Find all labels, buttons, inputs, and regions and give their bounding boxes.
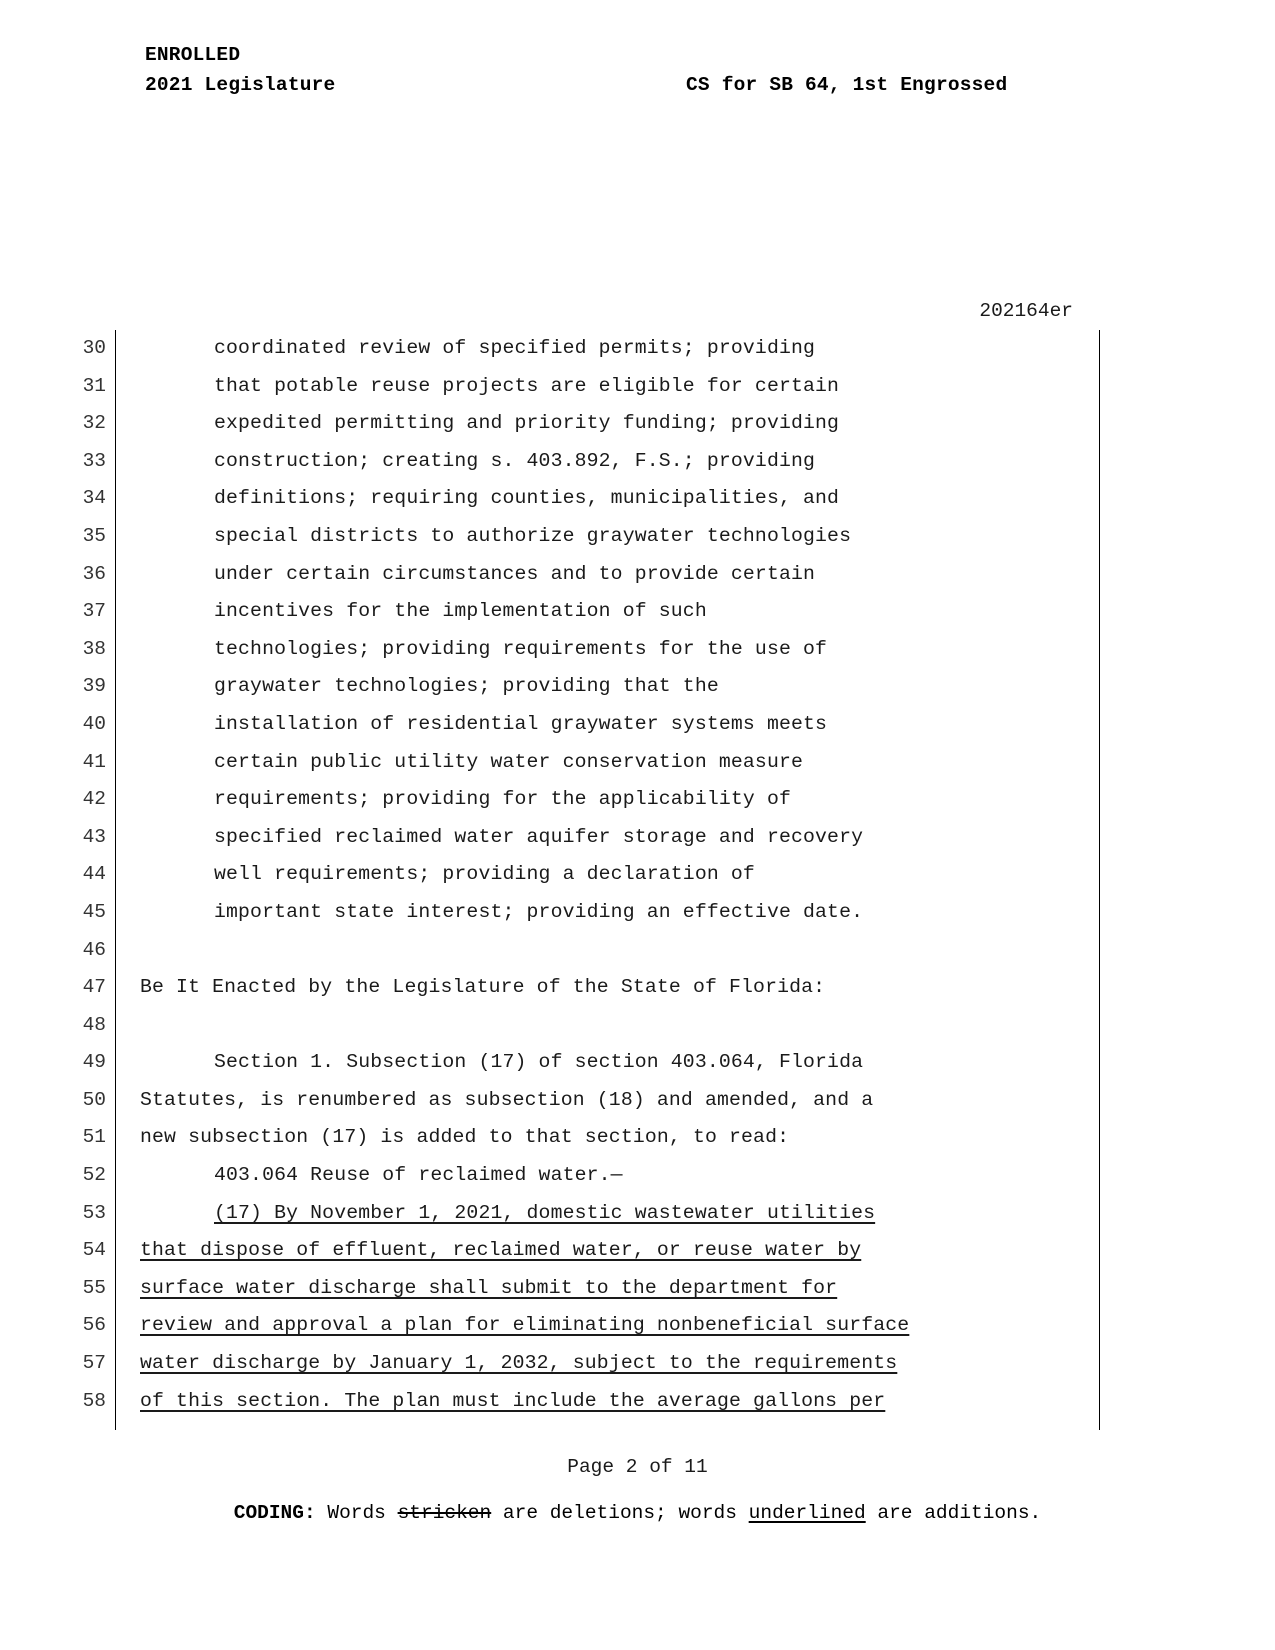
line-number: 33 <box>82 449 106 472</box>
document-header <box>0 40 1275 102</box>
line-number: 34 <box>82 487 106 510</box>
bill-line <box>0 819 1275 857</box>
line-number: 37 <box>82 600 106 623</box>
bill-line-text: incentives for the implementation of such <box>214 600 707 623</box>
bill-line <box>0 330 1275 368</box>
bill-line-text: that potable reuse projects are eligible for certain <box>214 374 840 397</box>
bill-line-text: Statutes, is renumbered as subsection (18) and amended, and a <box>140 1088 874 1111</box>
bill-line <box>0 744 1275 782</box>
bill-line-text: under certain circumstances and to provide certain <box>214 562 816 585</box>
bill-line-text: well requirements; providing a declaration of <box>214 863 755 886</box>
bill-line <box>0 894 1275 932</box>
line-number: 54 <box>82 1239 106 1262</box>
bill-identifier: 202164er <box>979 300 1073 322</box>
bill-line <box>0 1119 1275 1157</box>
line-number: 41 <box>82 750 106 773</box>
coding-legend-label: CODING: <box>233 1502 316 1524</box>
coding-underlined-example: underlined <box>748 1502 866 1524</box>
bill-line <box>0 631 1275 669</box>
numbered-lines-list <box>0 330 1275 1420</box>
bill-line-text: Be It Enacted by the Legislature of the State of Florida: <box>140 976 826 999</box>
line-number: 51 <box>82 1126 106 1149</box>
bill-line-text-added: that dispose of effluent, reclaimed water, or reuse water by <box>140 1239 862 1262</box>
bill-line-text-added: (17) By November 1, 2021, domestic wastewater utilities <box>214 1201 876 1224</box>
line-number: 39 <box>82 675 106 698</box>
bill-line <box>0 443 1275 481</box>
line-number: 47 <box>82 976 106 999</box>
bill-line-text: technologies; providing requirements for the use of <box>214 637 828 660</box>
bill-line-text: new subsection (17) is added to that section, to read: <box>140 1126 790 1149</box>
line-number: 52 <box>82 1164 106 1187</box>
bill-line-text: installation of residential graywater systems meets <box>214 712 828 735</box>
line-number: 56 <box>82 1314 106 1337</box>
bill-line <box>0 969 1275 1007</box>
line-number: 42 <box>82 788 106 811</box>
line-number: 53 <box>82 1201 106 1224</box>
coding-legend <box>0 1498 1275 1528</box>
coding-stricken-example: stricken <box>397 1502 492 1524</box>
enrollment-status: ENROLLED <box>145 44 241 66</box>
legislature-session: 2021 Legislature <box>145 74 336 96</box>
bill-line <box>0 480 1275 518</box>
line-number: 46 <box>82 938 106 961</box>
line-number: 57 <box>82 1352 106 1375</box>
bill-line <box>0 1044 1275 1082</box>
line-number: 35 <box>82 524 106 547</box>
coding-text-1: Words <box>315 1502 398 1524</box>
bill-line-text: graywater technologies; providing that the <box>214 675 719 698</box>
line-number: 36 <box>82 562 106 585</box>
bill-line <box>0 1232 1275 1270</box>
bill-line-text: definitions; requiring counties, municipalities, and <box>214 487 840 510</box>
bill-line <box>0 1157 1275 1195</box>
bill-text-block <box>0 330 1275 1430</box>
line-number: 40 <box>82 712 106 735</box>
bill-line <box>0 556 1275 594</box>
bill-line <box>0 932 1275 970</box>
bill-line-text-added: surface water discharge shall submit to the department for <box>140 1276 838 1299</box>
bill-line <box>0 405 1275 443</box>
line-number: 30 <box>82 337 106 359</box>
line-number: 49 <box>82 1051 106 1074</box>
document-footer <box>0 1452 1275 1528</box>
line-number: 58 <box>82 1389 106 1412</box>
bill-line <box>0 593 1275 631</box>
line-number: 48 <box>82 1013 106 1036</box>
line-number: 44 <box>82 863 106 886</box>
bill-line-text-added: review and approval a plan for eliminating nonbeneficial surface <box>140 1314 910 1337</box>
bill-line <box>0 781 1275 819</box>
bill-line-text: coordinated review of specified permits; providing <box>214 337 816 359</box>
bill-line-text: 403.064 Reuse of reclaimed water.— <box>214 1164 623 1187</box>
bill-line <box>0 1007 1275 1045</box>
bill-line-text: important state interest; providing an effective date. <box>214 900 864 923</box>
bill-line-text: Section 1. Subsection (17) of section 403.064, Florida <box>214 1051 864 1074</box>
bill-reference: CS for SB 64, 1st Engrossed <box>686 74 1008 96</box>
line-number: 55 <box>82 1276 106 1299</box>
bill-line-text: construction; creating s. 403.892, F.S.; providing <box>214 449 816 472</box>
bill-line-text: requirements; providing for the applicability of <box>214 788 791 811</box>
bill-line <box>0 518 1275 556</box>
bill-line <box>0 1345 1275 1383</box>
line-number: 31 <box>82 374 106 397</box>
line-number: 45 <box>82 900 106 923</box>
line-number: 38 <box>82 637 106 660</box>
bill-line-text: special districts to authorize graywater technologies <box>214 524 852 547</box>
bill-line-text: expedited permitting and priority funding; providing <box>214 412 840 435</box>
coding-text-2: are deletions; words <box>491 1502 749 1524</box>
bill-line <box>0 368 1275 406</box>
bill-line <box>0 1383 1275 1421</box>
bill-line-text: certain public utility water conservation measure <box>214 750 804 773</box>
bill-line <box>0 668 1275 706</box>
bill-line-text: specified reclaimed water aquifer storage and recovery <box>214 825 864 848</box>
bill-line <box>0 706 1275 744</box>
bill-line-text-added: water discharge by January 1, 2032, subject to the requirements <box>140 1352 898 1375</box>
bill-line <box>0 856 1275 894</box>
bill-line <box>0 1195 1275 1233</box>
line-number: 50 <box>82 1088 106 1111</box>
page-number: Page 2 of 11 <box>567 1456 708 1478</box>
bill-line-text-added: of this section. The plan must include the average gallons per <box>140 1389 886 1412</box>
coding-text-3: are additions. <box>865 1502 1042 1524</box>
line-number: 32 <box>82 412 106 435</box>
bill-line <box>0 1270 1275 1308</box>
bill-line <box>0 1307 1275 1345</box>
line-number: 43 <box>82 825 106 848</box>
bill-line <box>0 1082 1275 1120</box>
